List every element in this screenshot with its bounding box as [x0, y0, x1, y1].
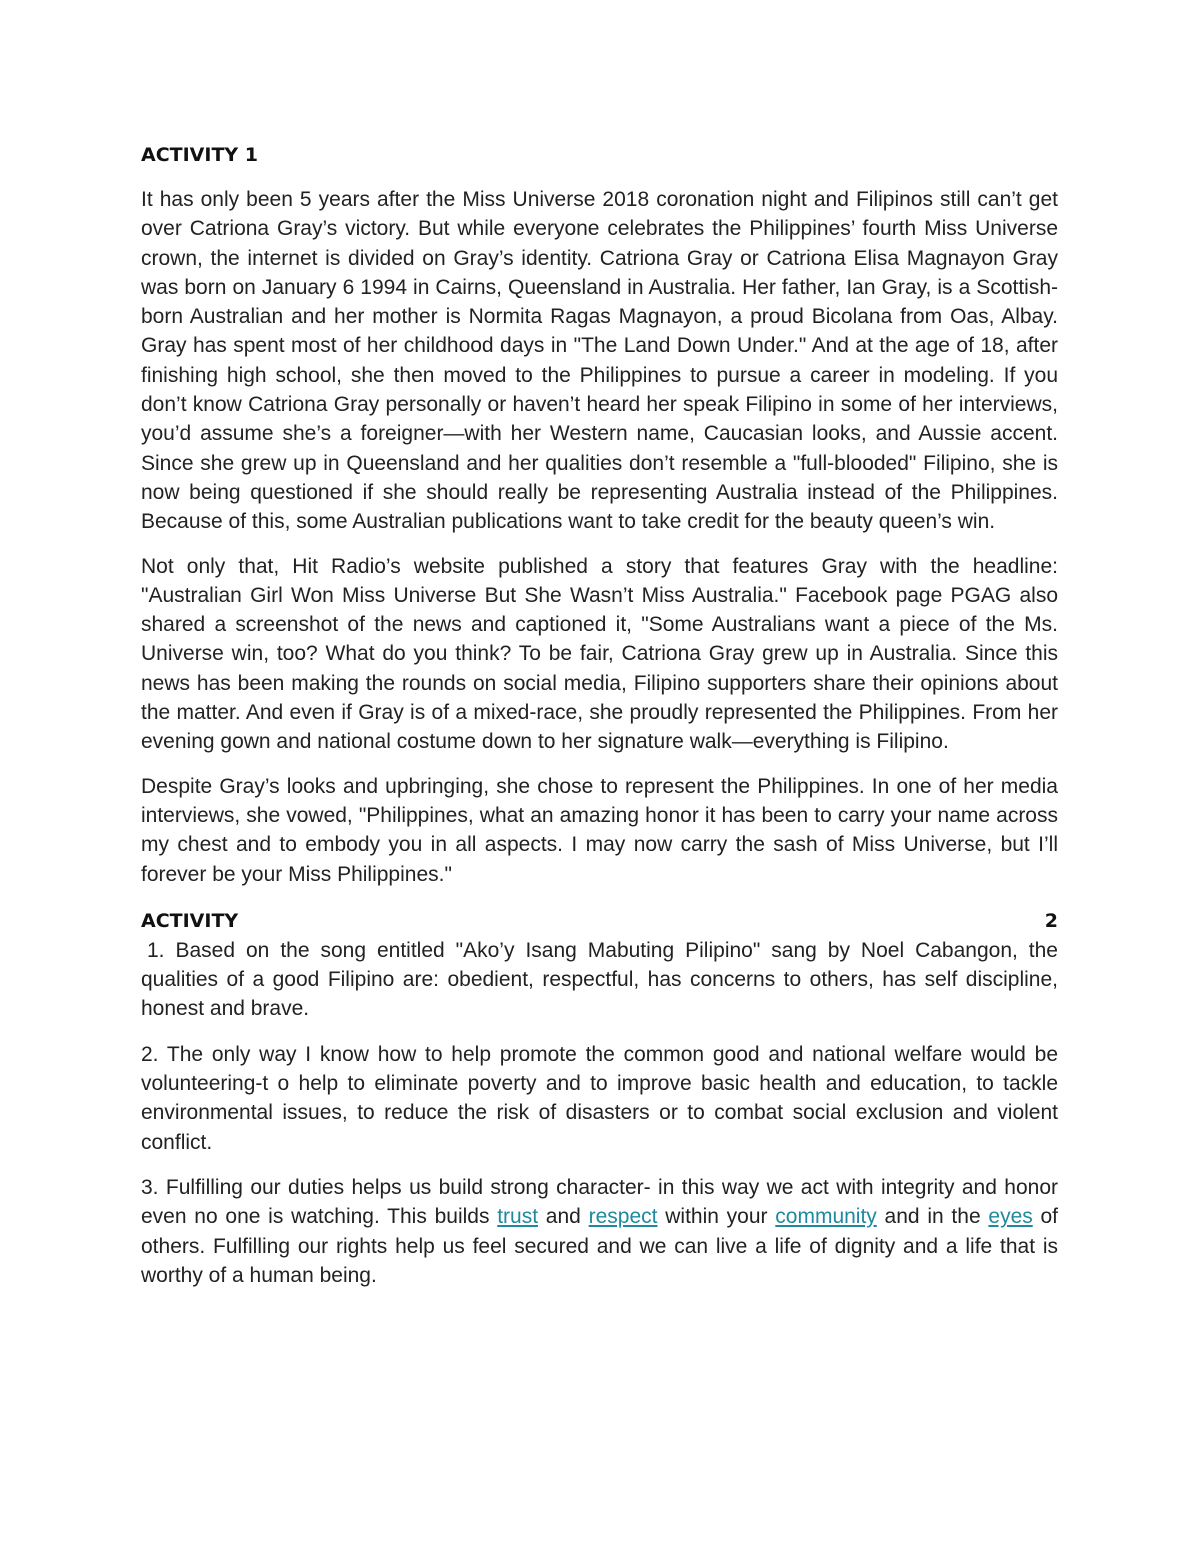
- activity-1-paragraph-1: It has only been 5 years after the Miss Universe 2018 coronation night and Filipinos still can’t get over Catriona Gray’s victory. But while everyone celebrates the Philippines’ fourth Miss Universe crown, the internet is divided on Gray’s identity. Catriona Gray or Catriona Elisa Magnayon Gray was born on January 6 1994 in Cairns, Queensland in Australia. Her father, Ian Gray, is a Scottish-born Australian and her mother is Normita Ragas Magnayon, a proud Bicolana from Oas, Albay. Gray has spent most of her childhood days in "The Land Down Under." And at the age of 18, after finishing high school, she then moved to the Philippines to pursue a career in modeling. If you don’t know Catriona Gray personally or haven’t heard her speak Filipino in some of her interviews, you’d assume she’s a foreigner—with her Western name, Caucasian looks, and Aussie accent. Since she grew up in Queensland and her qualities don’t resemble a "full-blooded" Filipino, she is now being questioned if she should really be representing Australia instead of the Philippines. Because of this, some Australian publications want to take credit for the beauty queen’s win.: [141, 188, 1058, 534]
- activity-1-paragraph-2: Not only that, Hit Radio’s website published a story that features Gray with the headline: "Australian Girl Won Miss Universe But She Wasn’t Miss Australia." Facebook page PGAG also shared a screenshot of the news and captioned it, "Some Australians want a piece of the Ms. Universe win, too? What do you think? To be fair, Catriona Gray grew up in Australia. Since this news has been making the rounds on social media, Filipino supporters share their opinions about the matter. And even if Gray is of a mixed-race, she proudly represented the Philippines. From her evening gown and national costume down to her signature walk—everything is Filipino.: [141, 554, 1058, 754]
- answer-3-text-part-3: within your: [657, 1205, 776, 1229]
- activity-2-heading: [141, 907, 1058, 936]
- link-trust[interactable]: trust: [497, 1205, 539, 1229]
- activity-1-heading: ACTIVITY 1: [141, 144, 259, 166]
- activity-2-answer-3: [141, 1173, 1058, 1290]
- answer-3-text-part-5: of others. Fulfilling our rights help us feel secured and we can live a life of dignity and a life that is worthy of a human being.: [141, 1205, 1059, 1287]
- link-eyes[interactable]: eyes: [988, 1205, 1033, 1229]
- activity-2-answer-2: 2. The only way I know how to help promote the common good and national welfare would be volunteering-t o help to eliminate poverty and to improve basic health and education, to tackle environmental issues, to reduce the risk of disasters or to combat social exclusion and violent conflict.: [141, 1042, 1058, 1154]
- answer-3-text-part-1: 3. Fulfilling our duties helps us build strong character- in this way we act with integrity and honor even no one is watching. This builds: [141, 1175, 1058, 1229]
- activity-2-heading-word: ACTIVITY: [141, 909, 239, 932]
- activity-2-heading-number: 2: [1044, 909, 1058, 932]
- link-respect[interactable]: respect: [588, 1205, 658, 1229]
- answer-3-text-part-4: and in the: [876, 1205, 989, 1229]
- document-page: [141, 141, 1058, 1306]
- activity-2-answer-1: 1. Based on the song entitled "Ako’y Isang Mabuting Pilipino" sang by Noel Cabangon, the qualities of a good Filipino are: obedient, respectful, has concerns to others, has self discipline, honest and brave.: [141, 938, 1058, 1021]
- link-community[interactable]: community: [775, 1205, 877, 1229]
- activity-1-paragraph-3: Despite Gray’s looks and upbringing, she chose to represent the Philippines. In one of her media interviews, she vowed, "Philippines, what an amazing honor it has been to carry your name across my chest and to embody you in all aspects. I may now carry the sash of Miss Universe, but I’ll forever be your Miss Philippines.": [141, 774, 1058, 886]
- answer-3-text-part-2: and: [538, 1205, 589, 1229]
